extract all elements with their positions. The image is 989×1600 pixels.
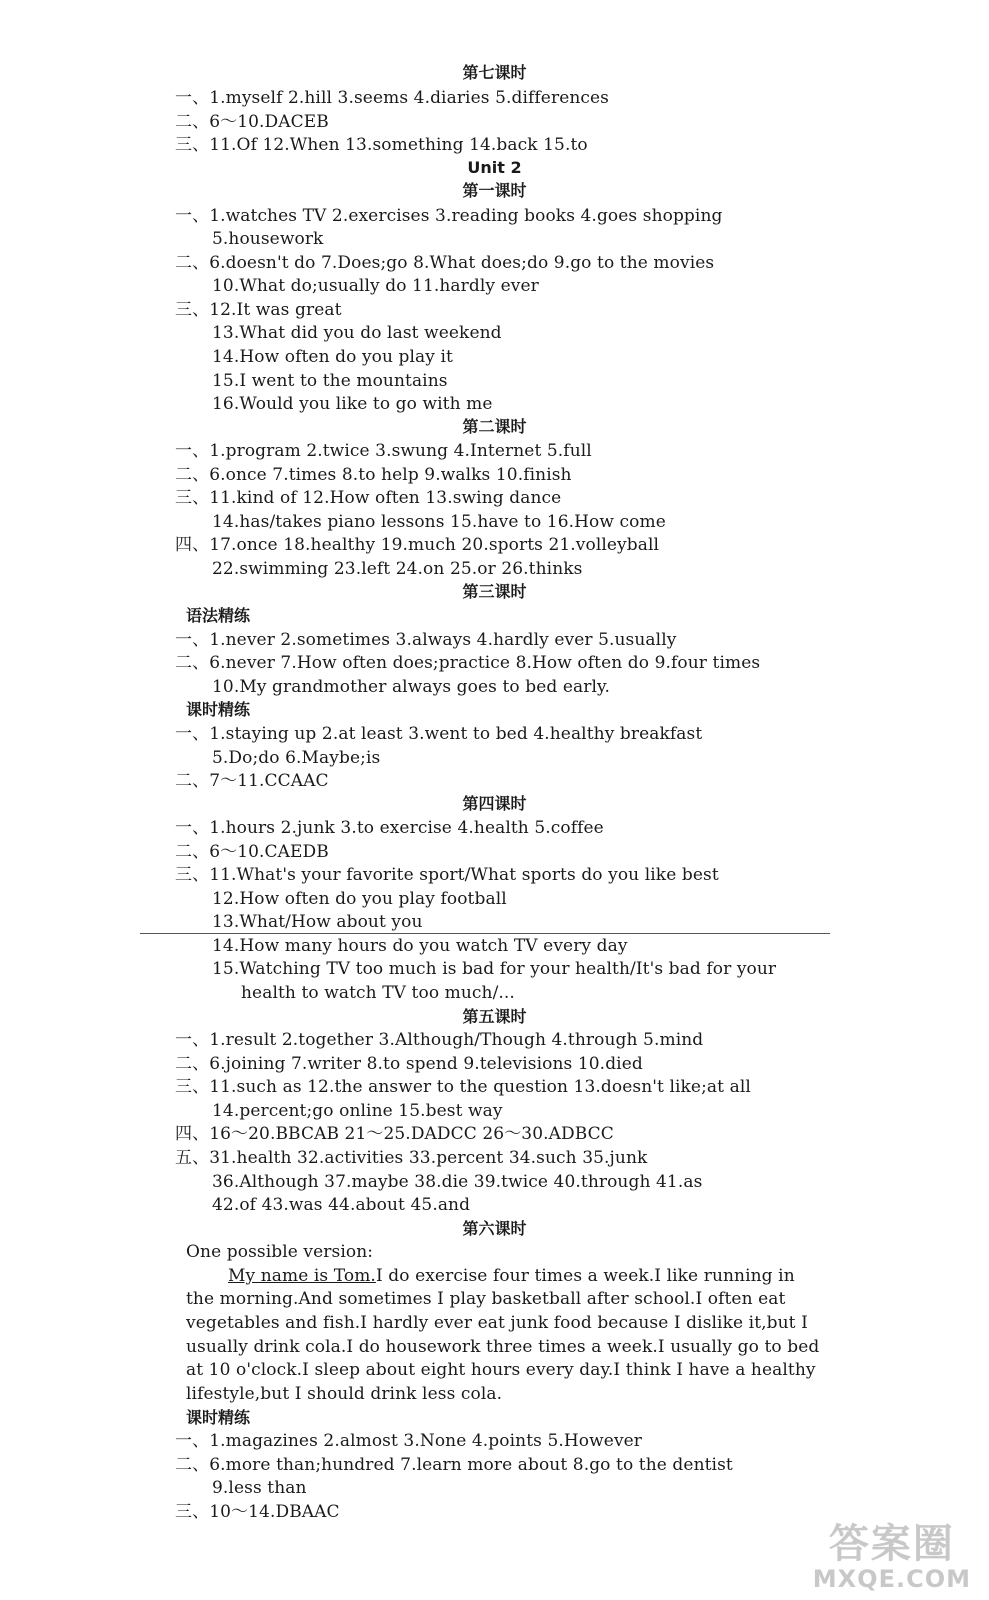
answer-line: 三、11.Of 12.When 13.something 14.back 15.to — [175, 135, 588, 155]
heading-lesson-5: 第五课时 — [462, 1007, 527, 1026]
essay-line: usually drink cola.I do housework three times a week.I usually go to bed — [186, 1337, 820, 1357]
answer-line: 三、11.such as 12.the answer to the question 13.doesn't like;at all — [175, 1077, 751, 1097]
answer-line: 22.swimming 23.left 24.on 25.or 26.thinks — [212, 559, 583, 579]
heading-lesson-4: 第四课时 — [462, 794, 527, 813]
answer-line: 一、1.watches TV 2.exercises 3.reading books 4.goes shopping — [175, 206, 723, 226]
answer-line: 13.What did you do last weekend — [212, 323, 502, 343]
answer-line: 一、1.staying up 2.at least 3.went to bed 4.healthy breakfast — [175, 724, 703, 744]
answer-line: 一、1.magazines 2.almost 3.None 4.points 5.However — [175, 1431, 643, 1451]
site-watermark — [813, 1522, 971, 1592]
answer-line: 二、7～11.CCAAC — [175, 771, 329, 791]
section-lesson-practice: 课时精练 — [186, 1408, 251, 1427]
essay-line: at 10 o'clock.I sleep about eight hours every day.I think I have a healthy — [186, 1360, 816, 1380]
answer-line: 二、6.once 7.times 8.to help 9.walks 10.finish — [175, 465, 572, 485]
answer-line: 9.less than — [212, 1478, 307, 1498]
answer-line: 42.of 43.was 44.about 45.and — [212, 1195, 471, 1215]
answer-line: 5.housework — [212, 229, 324, 249]
answer-line: 五、31.health 32.activities 33.percent 34.such 35.junk — [175, 1148, 648, 1168]
answer-line: 13.What/How about you — [212, 912, 423, 932]
answer-line: 14.percent;go online 15.best way — [212, 1101, 503, 1121]
answer-line: 二、6.more than;hundred 7.learn more about 8.go to the dentist — [175, 1455, 733, 1475]
answer-line: 5.Do;do 6.Maybe;is — [212, 748, 381, 768]
answer-line: 二、6.doesn't do 7.Does;go 8.What does;do 9.go to the movies — [175, 253, 715, 273]
answer-line: 16.Would you like to go with me — [212, 394, 493, 414]
watermark-logo-text: 答案圈 — [828, 1521, 955, 1567]
answer-line: 14.has/takes piano lessons 15.have to 16.How come — [212, 512, 666, 532]
answer-line: 一、1.hours 2.junk 3.to exercise 4.health 5.coffee — [175, 818, 604, 838]
section-lesson-practice: 课时精练 — [186, 700, 251, 719]
heading-lesson-6: 第六课时 — [462, 1219, 527, 1238]
answer-line: 三、10～14.DBAAC — [175, 1502, 340, 1522]
essay-intro: One possible version: — [186, 1242, 374, 1262]
answer-line: health to watch TV too much/... — [241, 983, 515, 1003]
essay-line: the morning.And sometimes I play basketball after school.I often eat — [186, 1289, 786, 1309]
essay-line: lifestyle,but I should drink less cola. — [186, 1384, 503, 1404]
heading-lesson-3: 第三课时 — [462, 582, 527, 601]
answer-line: 二、6～10.CAEDB — [175, 842, 329, 862]
watermark-domain: MXQE.COM — [812, 1565, 971, 1593]
answer-line: 12.How often do you play football — [212, 889, 507, 909]
answer-line: 36.Although 37.maybe 38.die 39.twice 40.through 41.as — [212, 1172, 703, 1192]
heading-lesson-1: 第一课时 — [462, 181, 527, 200]
unit-heading: Unit 2 — [467, 158, 522, 177]
answer-line: 10.My grandmother always goes to bed early. — [212, 677, 610, 697]
heading-lesson-7: 第七课时 — [462, 63, 527, 82]
answer-line: 一、1.myself 2.hill 3.seems 4.diaries 5.differences — [175, 88, 610, 108]
answer-line: 三、12.It was great — [175, 300, 342, 320]
heading-lesson-2: 第二课时 — [462, 417, 527, 436]
answer-line: 二、6～10.DACEB — [175, 112, 329, 132]
answer-line: 15.Watching TV too much is bad for your health/It's bad for your — [212, 959, 777, 979]
section-grammar-practice: 语法精练 — [186, 606, 251, 625]
answer-line: 一、1.result 2.together 3.Although/Though 4.through 5.mind — [175, 1030, 704, 1050]
answer-line: 三、11.kind of 12.How often 13.swing dance — [175, 488, 562, 508]
answer-line: 一、1.never 2.sometimes 3.always 4.hardly ever 5.usually — [175, 630, 677, 650]
essay-line — [228, 1265, 795, 1287]
essay-line: vegetables and fish.I hardly ever eat junk food because I dislike it,but I — [186, 1313, 808, 1333]
answer-line: 四、17.once 18.healthy 19.much 20.sports 21.volleyball — [175, 535, 660, 555]
answer-line: 14.How many hours do you watch TV every day — [212, 936, 628, 956]
answer-line: 二、6.never 7.How often does;practice 8.How often do 9.four times — [175, 653, 761, 673]
answer-line: 三、11.What's your favorite sport/What sports do you like best — [175, 865, 719, 885]
answer-line: 15.I went to the mountains — [212, 371, 448, 391]
answer-line: 四、16～20.BBCAB 21～25.DADCC 26～30.ADBCC — [175, 1124, 614, 1144]
answer-line: 一、1.program 2.twice 3.swung 4.Internet 5.full — [175, 441, 592, 461]
answer-line: 14.How often do you play it — [212, 347, 453, 367]
answer-line: 二、6.joining 7.writer 8.to spend 9.televisions 10.died — [175, 1054, 643, 1074]
essay-line-rest: I do exercise four times a week.I like running in — [375, 1266, 795, 1286]
divider-line — [140, 933, 830, 934]
answer-line: 10.What do;usually do 11.hardly ever — [212, 276, 539, 296]
essay-opening-underlined: My name is Tom. — [228, 1266, 376, 1286]
